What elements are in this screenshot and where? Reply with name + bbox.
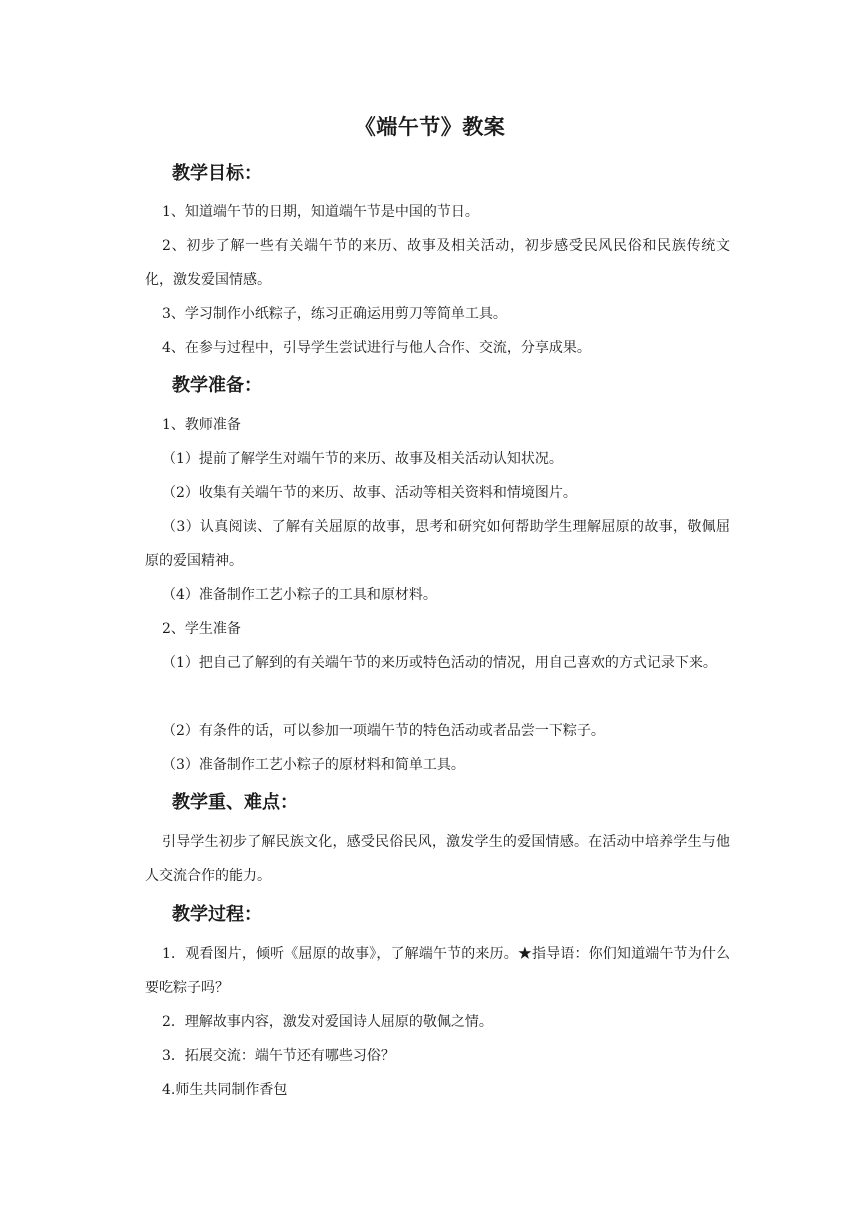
section-heading-keypoints: 教学重、难点：: [172, 792, 298, 813]
goal-item: 1、知道端午节的日期，知道端午节是中国的节日。: [162, 204, 479, 220]
student-prep-item: （3）准备制作工艺小粽子的原材料和简单工具。: [162, 757, 465, 773]
teacher-prep-item: （3）认真阅读、了解有关屈原的故事，思考和研究如何帮助学生理解屈原的故事，敬佩屈原的爱国精神。: [145, 519, 730, 569]
goal-item: 2、初步了解一些有关端午节的来历、故事及相关活动，初步感受民风民俗和民族传统文化，激发爱国情感。: [145, 238, 730, 288]
section-heading-prep: 教学准备：: [172, 375, 262, 396]
teacher-prep-item: （1）提前了解学生对端午节的来历、故事及相关活动认知状况。: [162, 451, 563, 467]
process-item: 1．观看图片，倾听《屈原的故事》，了解端午节的来历。★指导语：你们知道端午节为什么要吃粽子吗？: [145, 946, 730, 996]
teacher-prep-item: （2）收集有关端午节的来历、故事、活动等相关资料和情境图片。: [162, 485, 577, 501]
teacher-prep-label: 1、教师准备: [162, 417, 241, 433]
process-item: 4.师生共同制作香包: [162, 1082, 288, 1098]
student-prep-label: 2、学生准备: [162, 621, 241, 637]
process-item: 3．拓展交流：端午节还有哪些习俗？: [162, 1048, 395, 1064]
process-item: 2．理解故事内容，激发对爱国诗人屈原的敬佩之情。: [162, 1014, 493, 1030]
student-prep-item: （1）把自己了解到的有关端午节的来历或特色活动的情况，用自己喜欢的方式记录下来。: [162, 655, 717, 671]
keypoints-text: 引导学生初步了解民族文化，感受民俗民风，激发学生的爱国情感。在活动中培养学生与他人交流合作的能力。: [145, 834, 730, 884]
student-prep-item: （2）有条件的话，可以参加一项端午节的特色活动或者品尝一下粽子。: [162, 723, 605, 739]
goal-item: 4、在参与过程中，引导学生尝试进行与他人合作、交流，分享成果。: [162, 340, 591, 356]
section-heading-goals: 教学目标：: [172, 163, 262, 184]
goal-item: 3、学习制作小纸粽子，练习正确运用剪刀等简单工具。: [162, 306, 507, 322]
teacher-prep-item: （4）准备制作工艺小粽子的工具和原材料。: [162, 587, 437, 603]
document-title: 《端午节》教案: [354, 115, 506, 139]
section-heading-process: 教学过程：: [172, 904, 262, 925]
